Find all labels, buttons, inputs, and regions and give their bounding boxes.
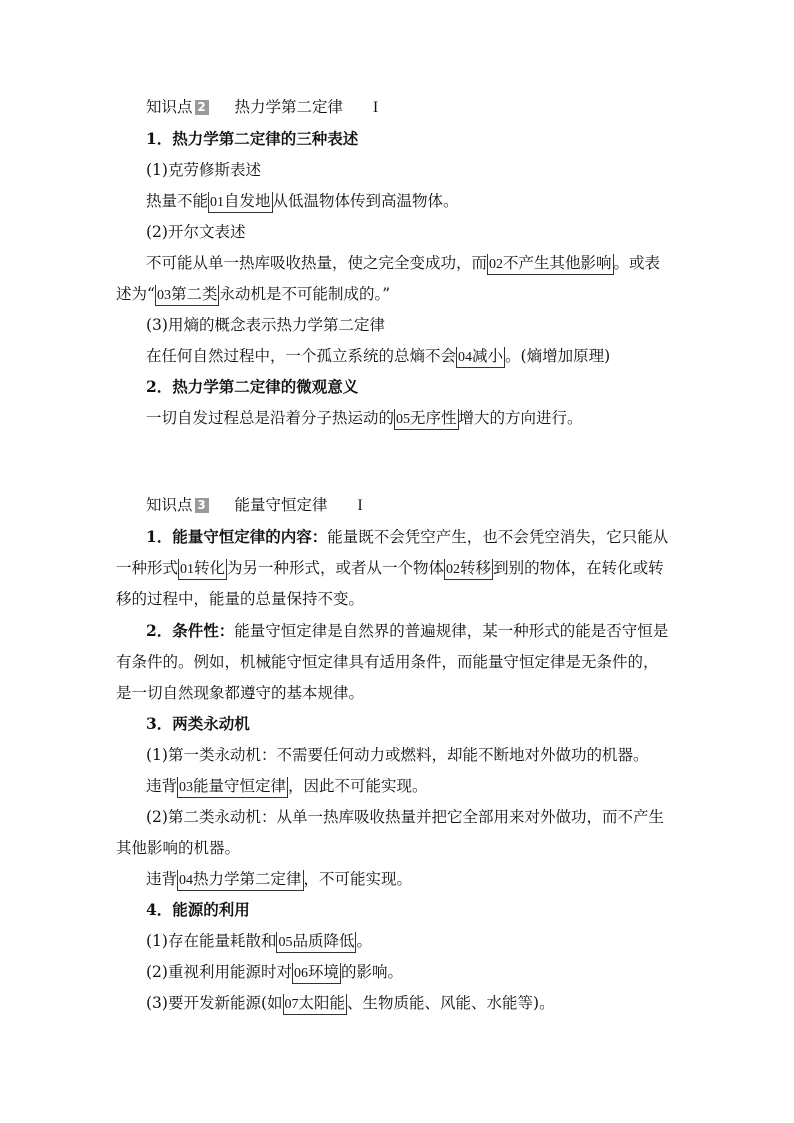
- paragraph: 其他影响的机器。: [116, 839, 241, 857]
- paragraph: [146, 345, 710, 368]
- paragraph: (1)克劳修斯表述: [146, 161, 261, 179]
- text-run: 违背: [146, 870, 178, 888]
- blank-number: 03: [156, 288, 171, 303]
- blank-number: 02: [446, 562, 461, 577]
- paragraph: (2)第二类永动机：从单一热库吸收热量并把它全部用来对外做功，而不产生: [146, 808, 664, 826]
- text-run: 不可能从单一热库吸收热量，使之完全变成功，而: [146, 254, 488, 272]
- blank-answer: 转化: [194, 559, 226, 577]
- subheading: 2．热力学第二定律的微观意义: [146, 377, 359, 396]
- blank-answer: 减小: [472, 347, 504, 365]
- fill-blank: [276, 932, 356, 953]
- text-run: 违背: [146, 777, 178, 795]
- blank-number: 06: [293, 966, 308, 981]
- paragraph: [116, 283, 680, 306]
- level-marker: I: [357, 497, 363, 514]
- text-run: 增大的方向进行。: [458, 409, 583, 427]
- paragraph: (1)第一类永动机：不需要任何动力或燃料，却能不断地对外做功的机器。: [146, 746, 649, 764]
- subheading: 1．能量守恒定律的内容：: [146, 527, 328, 546]
- section-title: 热力学第二定律: [234, 98, 344, 116]
- blank-answer: 环境: [307, 963, 339, 981]
- paragraph: [146, 961, 710, 984]
- blank-number: 03: [179, 780, 194, 795]
- fill-blank: [487, 254, 614, 275]
- text-run: 能量守恒定律是自然界的普遍规律，某一种形式的能是否守恒是: [234, 622, 669, 640]
- blank-answer: 自发地: [224, 192, 271, 210]
- paragraph: 移的过程中，能量的总量保持不变。: [116, 590, 365, 608]
- blank-answer: 热力学第二定律: [193, 870, 302, 888]
- paragraph: (3)用熵的概念表示热力学第二定律: [146, 316, 385, 334]
- paragraph: [116, 557, 680, 580]
- text-run: 、生物质能、风能、水能等)。: [347, 994, 555, 1012]
- paragraph: [146, 775, 710, 798]
- text-run: 热量不能: [146, 192, 209, 210]
- text-run: 为另一种形式，或者从一个物体: [227, 559, 445, 577]
- subheading: 3．两类永动机: [146, 714, 250, 733]
- text-run: 一切自发过程总是沿着分子热运动的: [146, 409, 395, 427]
- text-run: 在任何自然过程中，一个孤立系统的总熵不会: [146, 347, 457, 365]
- blank-number: 01: [210, 195, 225, 210]
- subheading: 4．能源的利用: [146, 900, 250, 919]
- paragraph: (2)开尔文表述: [146, 223, 246, 241]
- blank-number: 07: [284, 997, 299, 1012]
- level-marker: I: [373, 99, 379, 116]
- section-3-heading: [146, 494, 363, 517]
- fill-blank: [292, 963, 341, 984]
- knowledge-point-label: 知识点: [146, 98, 193, 116]
- section-title: 能量守恒定律: [234, 496, 328, 514]
- paragraph: [146, 930, 710, 953]
- fill-blank: [155, 285, 220, 306]
- text-run: ，因此不可能实现。: [288, 777, 428, 795]
- paragraph: [146, 252, 710, 275]
- blank-number: 05: [396, 412, 411, 427]
- paragraph: 是一切自然现象都遵守的基本规律。: [116, 684, 365, 702]
- blank-number: 05: [278, 935, 293, 950]
- paragraph: [146, 407, 710, 430]
- text-run: ，不可能实现。: [303, 870, 413, 888]
- text-run: 永动机是不可能制成的。”: [219, 285, 391, 303]
- paragraph: [146, 190, 710, 213]
- blank-answer: 能量守恒定律: [193, 777, 287, 795]
- text-run: 述为“: [116, 285, 155, 303]
- blank-answer: 品质降低: [292, 932, 355, 950]
- text-run: 。(熵增加原理): [505, 347, 611, 365]
- text-run: 。或表: [613, 254, 661, 272]
- knowledge-point-number-badge: 3: [195, 498, 209, 513]
- text-run: 到别的物体，在转化或转: [493, 559, 664, 577]
- blank-answer: 太阳能: [298, 994, 346, 1012]
- text-run: (1)存在能量耗散和: [146, 932, 277, 950]
- fill-blank: [178, 559, 227, 580]
- fill-blank: [208, 192, 273, 213]
- blank-answer: 转移: [460, 559, 492, 577]
- text-run: 从低温物体传到高温物体。: [272, 192, 459, 210]
- section-2-heading: [146, 96, 378, 119]
- paragraph: [146, 868, 710, 891]
- fill-blank: [444, 559, 493, 580]
- text-run: (2)重视利用能源时对: [146, 963, 292, 981]
- blank-answer: 不产生其他影响: [503, 254, 612, 272]
- blank-answer: 无序性: [410, 409, 457, 427]
- text-run: 能量既不会凭空产生，也不会凭空消失，它只能从: [327, 528, 669, 546]
- knowledge-point-label: 知识点: [146, 496, 193, 514]
- blank-number: 01: [180, 562, 195, 577]
- fill-blank: [456, 347, 505, 368]
- paragraph: 有条件的。例如，机械能守恒定律具有适用条件，而能量守恒定律是无条件的，: [116, 653, 659, 671]
- blank-number: 04: [458, 350, 473, 365]
- subheading: 2．条件性：: [146, 621, 235, 640]
- fill-blank: [394, 409, 459, 430]
- fill-blank: [177, 870, 304, 891]
- subheading: 1．热力学第二定律的三种表述: [146, 129, 359, 148]
- text-run: (3)要开发新能源(如: [146, 994, 283, 1012]
- fill-blank: [177, 777, 288, 798]
- paragraph: [146, 992, 710, 1015]
- blank-answer: 第二类: [170, 285, 218, 303]
- fill-blank: [283, 994, 348, 1015]
- blank-number: 04: [179, 873, 194, 888]
- text-run: 的影响。: [340, 963, 403, 981]
- paragraph: [146, 526, 710, 548]
- knowledge-point-number-badge: 2: [195, 100, 209, 115]
- text-run: 一种形式: [116, 559, 179, 577]
- text-run: 。: [356, 932, 372, 950]
- paragraph: [146, 620, 710, 642]
- blank-number: 02: [489, 257, 504, 272]
